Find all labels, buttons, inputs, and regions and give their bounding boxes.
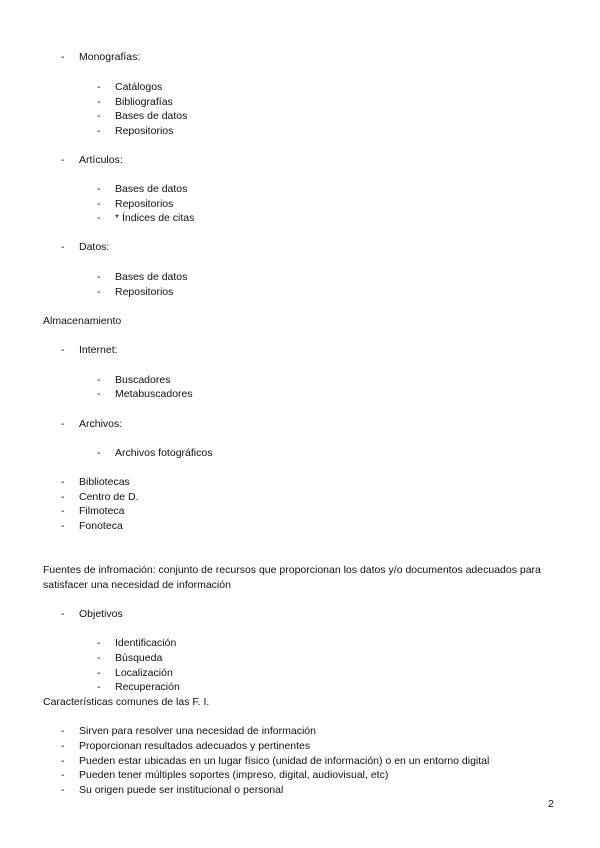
list-item: Centro de D. [79,491,139,503]
section-heading-caracteristicas: Características comunes de las F. I. [43,696,210,708]
bullet-dash: - [61,344,65,356]
sub-item: Bases de datos [115,271,188,283]
bullet-dash: - [61,608,65,620]
list-item: Proporcionan resultados adecuados y pertinentes [79,740,311,752]
sub-item: * Índices de citas [115,212,195,224]
list-item: Bibliotecas [79,476,130,488]
sub-item: Archivos fotográficos [115,447,213,459]
sub-item: Buscadores [115,374,171,386]
bullet-dash: - [97,198,101,210]
list-item: Fonoteca [79,520,123,532]
bullet-dash: - [61,769,65,781]
bullet-dash: - [97,81,101,93]
sub-item: Recuperación [115,681,180,693]
bullet-dash: - [97,96,101,108]
bullet-dash: - [97,183,101,195]
list-item: Su origen puede ser institucional o personal [79,784,284,796]
sub-item: Identificación [115,637,177,649]
sub-item: Bases de datos [115,110,188,122]
sub-item: Búsqueda [115,652,163,664]
bullet-dash: - [97,212,101,224]
bullet-dash: - [61,520,65,532]
bullet-dash: - [97,388,101,400]
list-item: Pueden estar ubicadas en un lugar físico (unidad de información) o en un entorno digital [79,755,490,767]
bullet-dash: - [61,418,65,430]
bullet-dash: - [97,125,101,137]
item-label: Datos: [79,241,110,253]
bullet-dash: - [61,491,65,503]
bullet-dash: - [97,374,101,386]
list-item: Filmoteca [79,505,125,517]
sub-item: Catálogos [115,81,163,93]
item-label: Artículos: [79,154,123,166]
bullet-dash: - [61,725,65,737]
item-label: Objetivos [79,608,123,620]
sub-item: Repositorios [115,125,174,137]
bullet-dash: - [61,241,65,253]
bullet-dash: - [97,637,101,649]
bullet-dash: - [97,681,101,693]
bullet-dash: - [97,447,101,459]
bullet-dash: - [61,505,65,517]
list-item: Sirven para resolver una necesidad de información [79,725,316,737]
bullet-dash: - [61,755,65,767]
bullet-dash: - [61,154,65,166]
sub-item: Bases de datos [115,183,188,195]
fuentes-definition-paragraph: Fuentes de infromación: conjunto de recursos que proporcionan los datos y/o documentos adecuados para satisfacer una necesidad de información [43,564,541,591]
bullet-dash: - [97,652,101,664]
section-heading-almacenamiento: Almacenamiento [43,315,122,327]
bullet-dash: - [97,271,101,283]
list-item: Pueden tener múltiples soportes (impreso, digital, audiovisual, etc) [79,769,389,781]
bullet-dash: - [97,286,101,298]
page-number: 2 [548,798,554,810]
sub-item: Bibliografías [115,96,173,108]
bullet-dash: - [61,51,65,63]
bullet-dash: - [61,740,65,752]
bullet-dash: - [97,110,101,122]
sub-item: Repositorios [115,198,174,210]
item-label: Archivos: [79,418,123,430]
sub-item: Localización [115,667,173,679]
item-label: Monografías: [79,51,141,63]
sub-item: Repositorios [115,286,174,298]
bullet-dash: - [61,784,65,796]
item-label: Internet: [79,344,118,356]
bullet-dash: - [61,476,65,488]
bullet-dash: - [97,667,101,679]
sub-item: Metabuscadores [115,388,193,400]
